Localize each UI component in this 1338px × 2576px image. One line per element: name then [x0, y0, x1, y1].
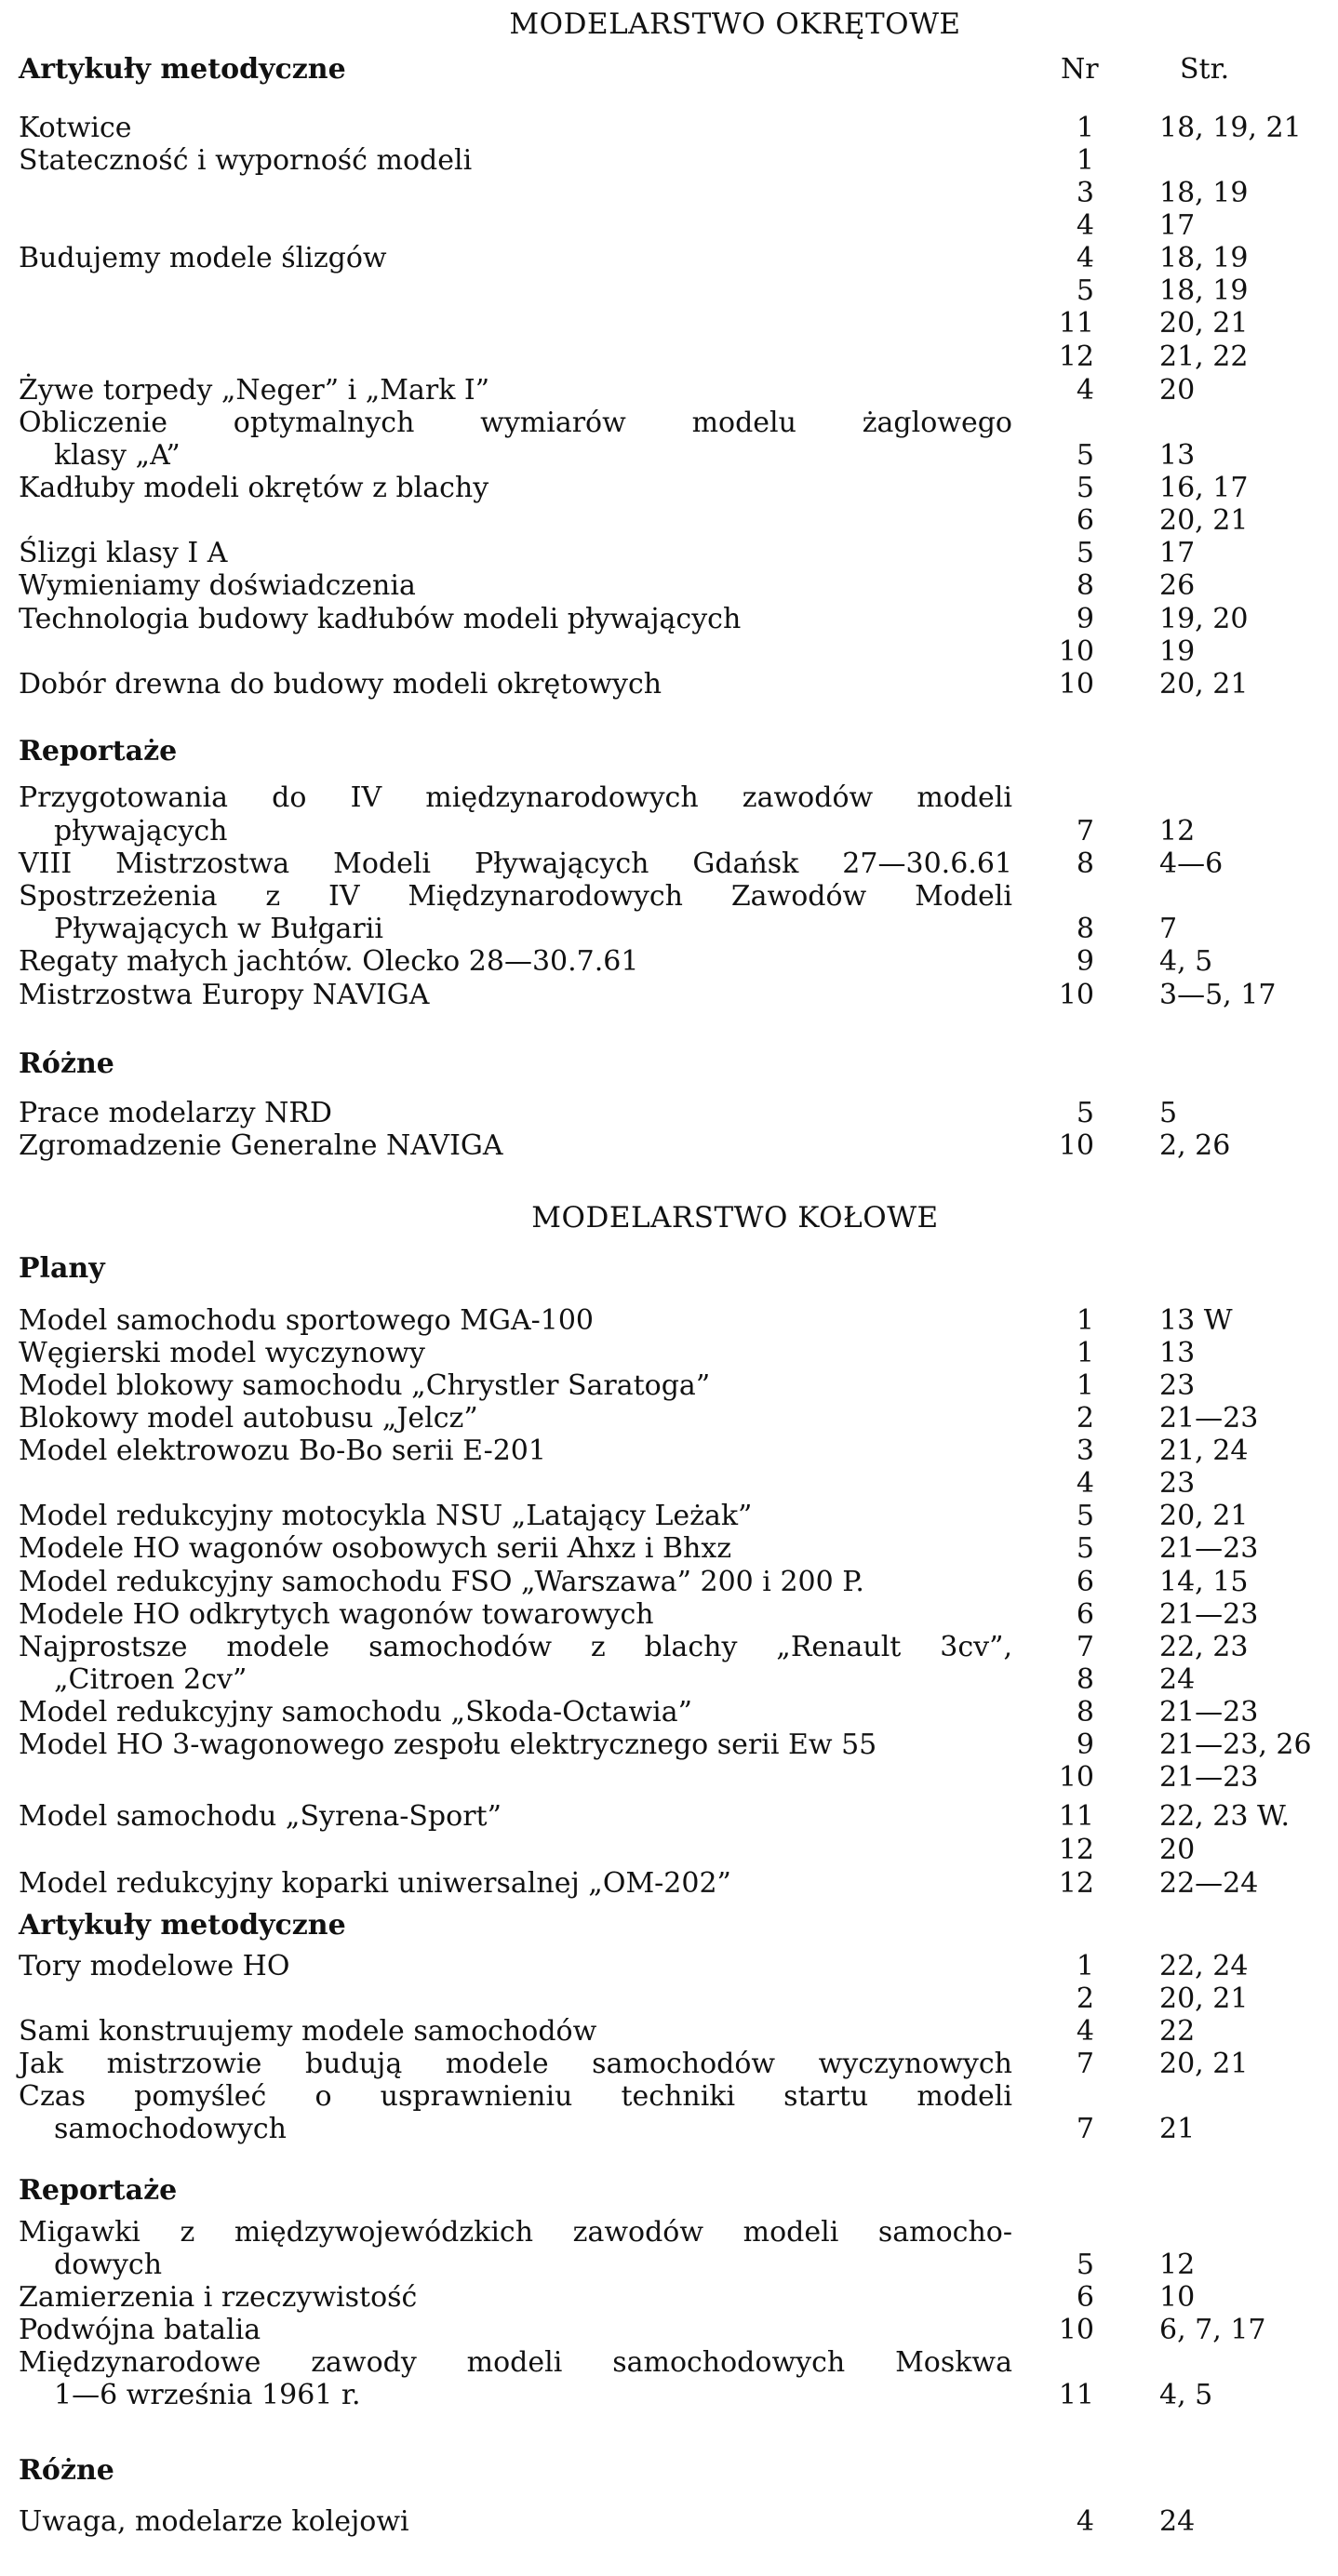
page-numbers: 5: [1159, 1097, 1178, 1129]
issue-number: 7: [1076, 2048, 1094, 2080]
issue-number: 8: [1076, 848, 1094, 880]
index-entry: [0, 945, 1338, 979]
index-entry: [0, 1696, 1338, 1729]
index-entry: [0, 815, 1338, 848]
entry-title: Kotwice: [19, 112, 132, 144]
entry-title: Budujemy modele ślizgów: [19, 242, 387, 274]
issue-number: 5: [1076, 274, 1094, 307]
entry-title: Wymieniamy doświadczenia: [19, 569, 416, 602]
index-entry: [0, 1304, 1338, 1338]
page-numbers: 17: [1159, 537, 1196, 569]
page-numbers: 18, 19: [1159, 242, 1249, 274]
issue-number: 5: [1076, 1097, 1094, 1129]
entry-title: Czas pomyśleć o usprawnieniu techniki startu modeli: [19, 2080, 1012, 2113]
issue-number: 12: [1058, 1834, 1094, 1866]
issue-number: 12: [1058, 340, 1094, 373]
issue-number: 1: [1076, 144, 1094, 177]
page-numbers: 12: [1159, 815, 1196, 848]
index-entry: [0, 1369, 1338, 1403]
index-entry: [0, 374, 1338, 407]
page-numbers: 20, 21: [1159, 668, 1249, 701]
entry-title: Blokowy model autobusu „Jelcz”: [19, 1402, 478, 1435]
issue-number: 10: [1058, 668, 1094, 701]
index-entry: [0, 407, 1338, 440]
issue-number: 6: [1076, 1598, 1094, 1631]
page-numbers: 23: [1159, 1467, 1196, 1500]
index-entry: [0, 307, 1338, 340]
page-numbers: 24: [1159, 2505, 1196, 2538]
entry-title: Model HO 3-wagonowego zespołu elektrycznego serii Ew 55: [19, 1728, 877, 1761]
issue-number: 7: [1076, 1631, 1094, 1663]
index-entry: [0, 848, 1338, 881]
index-entry: [0, 1663, 1338, 1697]
issue-number: 1: [1076, 1304, 1094, 1337]
entry-title: samochodowych: [54, 2113, 287, 2145]
page-numbers: 21, 22: [1159, 340, 1249, 373]
entry-title: Jak mistrzowie budują modele samochodów wyczynowych: [19, 2048, 1012, 2080]
index-entry: [0, 2314, 1338, 2347]
index-entry: [0, 635, 1338, 669]
index-entry: [0, 2249, 1338, 2282]
entry-title: Kadłuby modeli okrętów z blachy: [19, 472, 489, 504]
page-numbers: 20: [1159, 374, 1196, 407]
issue-number: 6: [1076, 2281, 1094, 2314]
column-header-str: Str.: [1180, 53, 1230, 86]
index-entry: [0, 2113, 1338, 2146]
page-numbers: 6, 7, 17: [1159, 2314, 1266, 2346]
index-entry: [0, 1834, 1338, 1867]
page-numbers: 4, 5: [1159, 2379, 1213, 2411]
issue-number: 3: [1076, 1435, 1094, 1467]
entry-title: Migawki z międzywojewódzkich zawodów modeli samocho-: [19, 2216, 1012, 2249]
entry-title: „Citroen 2cv”: [54, 1663, 248, 1696]
index-entry: [0, 880, 1338, 914]
entry-title: Zamierzenia i rzeczywistość: [19, 2281, 418, 2314]
issue-number: 9: [1076, 945, 1094, 978]
column-header-nr: Nr: [1061, 53, 1099, 86]
index-entry: [0, 1532, 1338, 1566]
issue-number: 11: [1058, 2379, 1094, 2411]
entry-title: Model redukcyjny koparki uniwersalnej „OM-202”: [19, 1867, 731, 1900]
issue-number: 10: [1058, 2314, 1094, 2346]
page-numbers: 21—23, 26: [1159, 1728, 1312, 1761]
issue-number: 8: [1076, 569, 1094, 602]
page-numbers: 13: [1159, 1337, 1196, 1369]
page-numbers: 3—5, 17: [1159, 979, 1277, 1011]
group-heading: Różne: [19, 1048, 114, 1080]
entry-title: Mistrzostwa Europy NAVIGA: [19, 979, 430, 1011]
issue-number: 4: [1076, 374, 1094, 407]
issue-number: 1: [1076, 1337, 1094, 1369]
page-numbers: 13 W: [1159, 1304, 1233, 1337]
page-numbers: 17: [1159, 209, 1196, 242]
issue-number: 12: [1058, 1867, 1094, 1900]
page-numbers: 20, 21: [1159, 1982, 1249, 2015]
page-numbers: 21—23: [1159, 1532, 1259, 1565]
page-numbers: 21, 24: [1159, 1435, 1249, 1467]
group-heading: Różne: [19, 2454, 114, 2487]
issue-number: 6: [1076, 1566, 1094, 1598]
issue-number: 9: [1076, 603, 1094, 635]
index-entry: [0, 144, 1338, 178]
index-entry: [0, 979, 1338, 1012]
issue-number: 4: [1076, 2015, 1094, 2048]
issue-number: 3: [1076, 177, 1094, 209]
page-numbers: 4—6: [1159, 848, 1224, 880]
page-numbers: 22: [1159, 2015, 1196, 2048]
entry-title: Dobór drewna do budowy modeli okrętowych: [19, 668, 662, 701]
index-entry: [0, 603, 1338, 636]
index-entry: [0, 1728, 1338, 1762]
index-entry: [0, 1500, 1338, 1533]
issue-number: 11: [1058, 1800, 1094, 1833]
issue-number: 8: [1076, 1663, 1094, 1696]
issue-number: 1: [1076, 1950, 1094, 1982]
index-entry: [0, 1867, 1338, 1901]
issue-number: 4: [1076, 242, 1094, 274]
group-heading: Artykuły metodyczne: [19, 1909, 346, 1942]
index-entry: [0, 1097, 1338, 1130]
issue-number: 10: [1058, 979, 1094, 1011]
entry-title: Podwójna batalia: [19, 2314, 261, 2346]
entry-title: Regaty małych jachtów. Olecko 28—30.7.61: [19, 945, 639, 978]
page-numbers: 18, 19: [1159, 177, 1249, 209]
page-numbers: 18, 19: [1159, 274, 1249, 307]
index-entry: [0, 2048, 1338, 2081]
index-entry: [0, 537, 1338, 570]
index-entry: [0, 2080, 1338, 2114]
entry-title: pływających: [54, 815, 228, 848]
entry-title: Tory modelowe HO: [19, 1950, 290, 1982]
group-heading: Reportaże: [19, 735, 178, 767]
entry-title: Ślizgi klasy I A: [19, 537, 228, 569]
entry-title: VIII Mistrzostwa Modeli Pływających Gdańsk 27—30.6.61: [19, 848, 1012, 880]
entry-title: Węgierski model wyczynowy: [19, 1337, 425, 1369]
page-numbers: 22—24: [1159, 1867, 1259, 1900]
issue-number: 7: [1076, 815, 1094, 848]
issue-number: 5: [1076, 537, 1094, 569]
entry-title: Uwaga, modelarze kolejowi: [19, 2505, 409, 2538]
section-title: MODELARSTWO KOŁOWE: [531, 1201, 939, 1235]
entry-title: Prace modelarzy NRD: [19, 1097, 332, 1129]
page-numbers: 18, 19, 21: [1159, 112, 1302, 144]
group-heading: Reportaże: [19, 2174, 178, 2207]
index-entry: [0, 1566, 1338, 1599]
index-entry: [0, 439, 1338, 473]
index-entry: [0, 1950, 1338, 1983]
page-numbers: 21—23: [1159, 1696, 1259, 1728]
page-numbers: 19, 20: [1159, 603, 1249, 635]
page-numbers: 24: [1159, 1663, 1196, 1696]
issue-number: 4: [1076, 209, 1094, 242]
page-numbers: 20: [1159, 1834, 1196, 1866]
entry-title: Model samochodu sportowego MGA-100: [19, 1304, 595, 1337]
index-entry: [0, 209, 1338, 243]
issue-number: 7: [1076, 2113, 1094, 2145]
page-numbers: 2, 26: [1159, 1129, 1231, 1162]
index-entry: [0, 1435, 1338, 1468]
entry-title: Model redukcyjny motocykla NSU „Latający Leżak”: [19, 1500, 753, 1532]
entry-title: Model redukcyjny samochodu „Skoda-Octawia”: [19, 1696, 692, 1728]
page-numbers: 22, 23: [1159, 1631, 1249, 1663]
page-numbers: 20, 21: [1159, 504, 1249, 537]
entry-title: Przygotowania do IV międzynarodowych zawodów modeli: [19, 781, 1012, 814]
entry-title: 1—6 września 1961 r.: [54, 2379, 361, 2411]
issue-number: 10: [1058, 1129, 1094, 1162]
index-entry: [0, 668, 1338, 701]
entry-title: Technologia budowy kadłubów modeli pływających: [19, 603, 742, 635]
index-entry: [0, 1467, 1338, 1501]
entry-title: Modele HO wagonów osobowych serii Ahxz i Bhxz: [19, 1532, 732, 1565]
page-numbers: 23: [1159, 1369, 1196, 1402]
entry-title: Modele HO odkrytych wagonów towarowych: [19, 1598, 654, 1631]
issue-number: 10: [1058, 1761, 1094, 1794]
index-entry: [0, 1631, 1338, 1664]
page-numbers: 22, 24: [1159, 1950, 1249, 1982]
index-entry: [0, 504, 1338, 538]
page-numbers: 21—23: [1159, 1598, 1259, 1631]
page-numbers: 12: [1159, 2249, 1196, 2281]
issue-number: 5: [1076, 1532, 1094, 1565]
issue-number: 1: [1076, 1369, 1094, 1402]
issue-number: 9: [1076, 1728, 1094, 1761]
page-numbers: 14, 15: [1159, 1566, 1249, 1598]
page-numbers: 10: [1159, 2281, 1196, 2314]
issue-number: 8: [1076, 1696, 1094, 1728]
page-numbers: 19: [1159, 635, 1196, 668]
issue-number: 10: [1058, 635, 1094, 668]
index-entry: [0, 1982, 1338, 2016]
index-entry: [0, 472, 1338, 505]
page-numbers: 4, 5: [1159, 945, 1213, 978]
page-numbers: 22, 23 W.: [1159, 1800, 1291, 1833]
index-entry: [0, 2505, 1338, 2539]
index-entry: [0, 2015, 1338, 2049]
index-entry: [0, 913, 1338, 946]
index-entry: [0, 112, 1338, 145]
entry-title: Pływających w Bułgarii: [54, 913, 383, 945]
page-numbers: 20, 21: [1159, 307, 1249, 340]
entry-title: Model samochodu „Syrena-Sport”: [19, 1800, 502, 1833]
page-numbers: 7: [1159, 913, 1178, 945]
entry-title: klasy „A”: [54, 439, 181, 472]
index-entry: [0, 340, 1338, 374]
page-numbers: 21—23: [1159, 1402, 1259, 1435]
entry-title: Spostrzeżenia z IV Międzynarodowych Zawodów Modeli: [19, 880, 1012, 913]
issue-number: 1: [1076, 112, 1094, 144]
issue-number: 5: [1076, 439, 1094, 472]
index-entry: [0, 1598, 1338, 1632]
page-numbers: 26: [1159, 569, 1196, 602]
entry-title: Model blokowy samochodu „Chrystler Saratoga”: [19, 1369, 711, 1402]
page-numbers: 16, 17: [1159, 472, 1249, 504]
entry-title: Stateczność i wyporność modeli: [19, 144, 473, 177]
issue-number: 2: [1076, 1402, 1094, 1435]
group-heading: Artykuły metodyczne: [19, 53, 346, 86]
index-entry: [0, 2346, 1338, 2380]
index-entry: [0, 1761, 1338, 1795]
index-entry: [0, 1800, 1338, 1834]
issue-number: 2: [1076, 1982, 1094, 2015]
entry-title: Żywe torpedy „Neger” i „Mark I”: [19, 374, 490, 407]
issue-number: 11: [1058, 307, 1094, 340]
page-numbers: 21: [1159, 2113, 1196, 2145]
entry-title: Obliczenie optymalnych wymiarów modelu żaglowego: [19, 407, 1012, 439]
index-entry: [0, 1337, 1338, 1370]
entry-title: Międzynarodowe zawody modeli samochodowych Moskwa: [19, 2346, 1012, 2379]
index-entry: [0, 2379, 1338, 2412]
index-entry: [0, 781, 1338, 815]
index-entry: [0, 1402, 1338, 1435]
entry-title: Najprostsze modele samochodów z blachy „Renault 3cv”,: [19, 1631, 1012, 1663]
index-entry: [0, 2281, 1338, 2315]
issue-number: 4: [1076, 2505, 1094, 2538]
section-title: MODELARSTWO OKRĘTOWE: [509, 7, 961, 41]
index-entry: [0, 242, 1338, 275]
issue-number: 8: [1076, 913, 1094, 945]
entry-title: Model redukcyjny samochodu FSO „Warszawa” 200 i 200 P.: [19, 1566, 864, 1598]
index-entry: [0, 1129, 1338, 1163]
index-entry: [0, 274, 1338, 308]
entry-title: Sami konstruujemy modele samochodów: [19, 2015, 597, 2048]
index-entry: [0, 177, 1338, 210]
page-numbers: 13: [1159, 439, 1196, 472]
issue-number: 4: [1076, 1467, 1094, 1500]
issue-number: 6: [1076, 504, 1094, 537]
index-entry: [0, 2216, 1338, 2249]
issue-number: 5: [1076, 2249, 1094, 2281]
issue-number: 5: [1076, 1500, 1094, 1532]
entry-title: Zgromadzenie Generalne NAVIGA: [19, 1129, 503, 1162]
page-numbers: 20, 21: [1159, 2048, 1249, 2080]
page-numbers: 20, 21: [1159, 1500, 1249, 1532]
page-numbers: 21—23: [1159, 1761, 1259, 1794]
group-heading: Plany: [19, 1252, 105, 1285]
entry-title: Model elektrowozu Bo-Bo serii E-201: [19, 1435, 546, 1467]
entry-title: dowych: [54, 2249, 163, 2281]
issue-number: 5: [1076, 472, 1094, 504]
index-entry: [0, 569, 1338, 603]
